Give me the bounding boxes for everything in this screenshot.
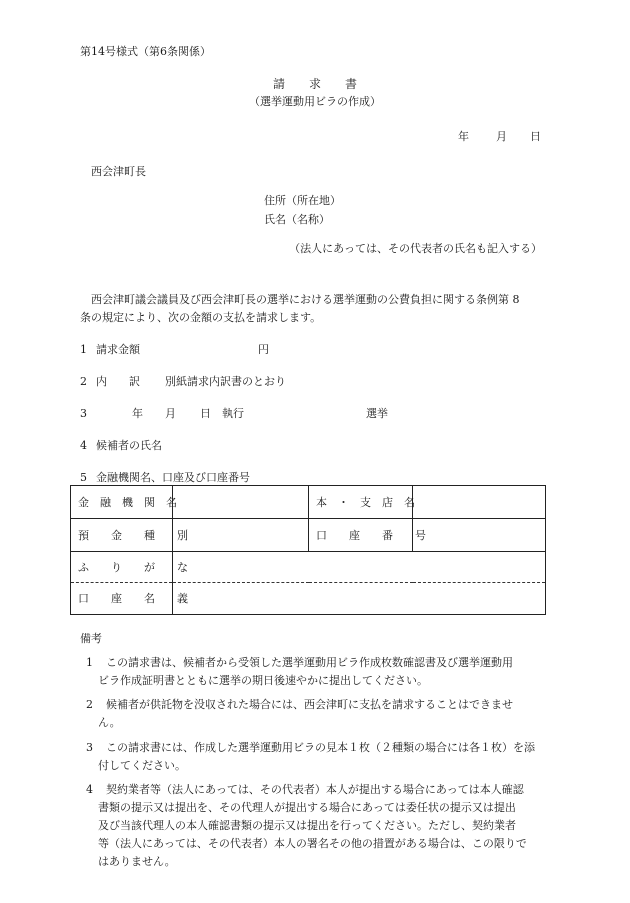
item-5-label: 金融機関名、口座及び口座番号: [96, 471, 250, 484]
branch-field[interactable]: [413, 486, 546, 519]
remark-1-line-2: ビラ作成証明書とともに選挙の期日後速やかに提出してください。: [98, 674, 428, 687]
remark-2-line-1: 候補者が供託物を没収された場合には、西会津町に支払を請求することはできませ: [106, 698, 513, 711]
remark-4-line-1: 契約業者等（法人にあっては、その代表者）本人が提出する場合にあっては本人確認: [106, 783, 524, 796]
remark-2: [86, 696, 556, 732]
item-4-label: 候補者の氏名: [96, 439, 162, 452]
item-4-number: 4: [80, 439, 87, 452]
item-1-label: 請求金額: [96, 343, 140, 356]
remark-3-line-1: この請求書には、作成した選挙運動用ビラの見本１枚（２種類の場合には各１枚）を添: [106, 741, 535, 754]
remark-1-number: 1: [86, 656, 93, 669]
document-title: 請 求 書: [272, 77, 357, 91]
bank-account-table: [70, 485, 546, 615]
address-label: 住所（所在地）: [264, 194, 341, 207]
item-3-label: 執行: [222, 407, 244, 420]
item-3-number: 3: [80, 407, 87, 420]
date-year: 年: [458, 130, 469, 143]
document-subtitle: （選挙運動用ビラの作成）: [249, 95, 381, 108]
item-2-number: 2: [80, 375, 87, 388]
remark-4-line-5: はありません。: [98, 855, 176, 868]
furigana-field[interactable]: [173, 552, 546, 583]
account-number-label: 口 座 番 号: [309, 519, 413, 552]
deposit-type-label: 預 金 種 別: [71, 519, 173, 552]
remark-3-number: 3: [86, 741, 93, 754]
remark-1: [86, 654, 556, 690]
remark-3: [86, 739, 556, 775]
institution-label: 金 融 機 関 名: [71, 486, 173, 519]
remark-2-line-2: ん。: [98, 716, 121, 729]
deposit-type-field[interactable]: [173, 519, 309, 552]
account-name-label: 口 座 名 義: [71, 583, 173, 615]
preamble-line-2: 条の規定により、次の金額の支払を請求します。: [80, 311, 322, 324]
item-3-month: 月: [165, 407, 176, 420]
branch-label: 本 ・ 支 店 名: [309, 486, 413, 519]
item-3-value: 選挙: [366, 407, 388, 420]
account-number-field[interactable]: [413, 519, 546, 552]
remark-4-line-4: 等（法人にあっては、その代表者）本人の署名その他の措置がある場合は、この限りで: [98, 837, 527, 850]
date-day: 日: [530, 130, 541, 143]
date-month: 月: [496, 130, 507, 143]
item-2-value: 別紙請求内訳書のとおり: [165, 375, 286, 388]
remarks-title: 備考: [80, 632, 102, 645]
preamble-line-1: 西会津町議会議員及び西会津町長の選挙における選挙運動の公費負担に関する条例第 8: [91, 293, 520, 306]
remark-3-line-2: 付してください。: [98, 759, 186, 772]
item-1-unit: 円: [258, 343, 269, 356]
item-2-label: 内 訳: [96, 375, 140, 388]
item-3-year: 年: [132, 407, 143, 420]
corporation-note: （法人にあっては、その代表者の氏名も記入する）: [289, 242, 542, 255]
furigana-label: ふ り が な: [71, 552, 173, 583]
item-5-number: 5: [80, 471, 87, 484]
account-name-field[interactable]: [173, 583, 546, 615]
item-3-day: 日: [200, 407, 211, 420]
institution-field[interactable]: [173, 486, 309, 519]
form-number: 第14号様式（第6条関係）: [80, 45, 211, 58]
remark-2-number: 2: [86, 698, 93, 711]
addressee: 西会津町長: [91, 165, 146, 178]
remark-4-line-3: 及び当該代理人の本人確認書類の提示又は提出を行ってください。ただし、契約業者: [98, 819, 516, 832]
name-label: 氏名（名称）: [264, 213, 330, 226]
remark-4-number: 4: [86, 783, 93, 796]
remark-1-line-1: この請求書は、候補者から受領した選挙運動用ビラ作成枚数確認書及び選挙運動用: [106, 656, 513, 669]
remark-4-line-2: 書類の提示又は提出を、その代理人が提出する場合にあっては委任状の提示又は提出: [98, 801, 516, 814]
remark-4: [86, 781, 556, 871]
item-1-number: 1: [80, 343, 87, 356]
